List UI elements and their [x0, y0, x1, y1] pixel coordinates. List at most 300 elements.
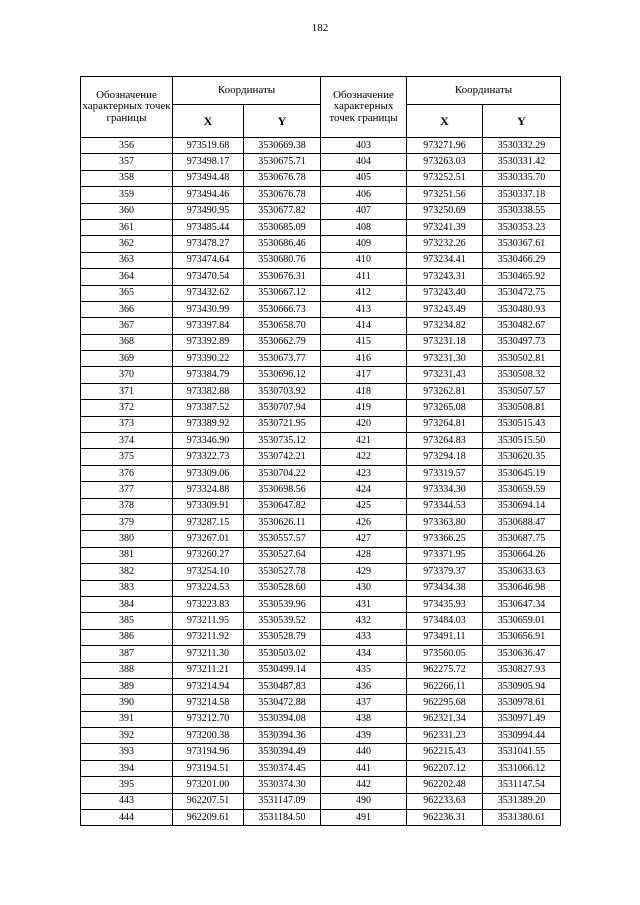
- point-id-cell: 369: [81, 351, 173, 367]
- x-cell: 973211.30: [173, 646, 244, 662]
- point-id-cell: 387: [81, 646, 173, 662]
- x-cell: 973212.70: [173, 711, 244, 727]
- y-cell: 3530508.81: [483, 400, 561, 416]
- y-cell: 3530353.23: [483, 219, 561, 235]
- point-id-cell: 406: [321, 187, 407, 203]
- y-cell: 3530659.01: [483, 613, 561, 629]
- y-cell: 3530482.67: [483, 318, 561, 334]
- y-cell: 3530696.12: [244, 367, 321, 383]
- y-cell: 3531147.54: [483, 777, 561, 793]
- x-cell: 962331.23: [407, 728, 483, 744]
- y-cell: 3530971.49: [483, 711, 561, 727]
- y-cell: 3530656.91: [483, 629, 561, 645]
- point-id-cell: 404: [321, 154, 407, 170]
- y-cell: 3530667.12: [244, 285, 321, 301]
- y-cell: 3530994.44: [483, 728, 561, 744]
- table-row: [81, 793, 561, 809]
- y-cell: 3530698.56: [244, 482, 321, 498]
- table-row: [81, 154, 561, 170]
- x-cell: 973223.83: [173, 596, 244, 612]
- page-number: 182: [311, 22, 329, 34]
- x-cell: 973324.88: [173, 482, 244, 498]
- y-cell: 3530620.35: [483, 449, 561, 465]
- point-id-cell: 425: [321, 498, 407, 514]
- y-cell: 3530502.81: [483, 351, 561, 367]
- y-cell: 3530721.95: [244, 416, 321, 432]
- x-cell: 973371.95: [407, 547, 483, 563]
- x-cell: 973434.38: [407, 580, 483, 596]
- point-id-cell: 412: [321, 285, 407, 301]
- y-cell: 3530664.26: [483, 547, 561, 563]
- x-cell: 973474.64: [173, 252, 244, 268]
- point-id-cell: 383: [81, 580, 173, 596]
- y-cell: 3530367.61: [483, 236, 561, 252]
- x-cell: 973251.56: [407, 187, 483, 203]
- table-row: [81, 170, 561, 186]
- y-cell: 3530687.75: [483, 531, 561, 547]
- point-id-cell: 442: [321, 777, 407, 793]
- point-id-cell: 444: [81, 810, 173, 826]
- x-cell: 973200.38: [173, 728, 244, 744]
- x-cell: 973498.17: [173, 154, 244, 170]
- y-cell: 3530374.30: [244, 777, 321, 793]
- point-id-cell: 436: [321, 678, 407, 694]
- x-cell: 973211.21: [173, 662, 244, 678]
- x-cell: 973432.62: [173, 285, 244, 301]
- y-cell: 3530645.19: [483, 465, 561, 481]
- x-cell: 973484.03: [407, 613, 483, 629]
- point-id-cell: 423: [321, 465, 407, 481]
- table-row: [81, 613, 561, 629]
- table-row: [81, 531, 561, 547]
- point-id-cell: 437: [321, 695, 407, 711]
- y-cell: 3530466.29: [483, 252, 561, 268]
- table-row: [81, 744, 561, 760]
- x-cell: 973231.43: [407, 367, 483, 383]
- x-cell: 973334.30: [407, 482, 483, 498]
- x-cell: 973309.91: [173, 498, 244, 514]
- x-cell: 973231.18: [407, 334, 483, 350]
- x-cell: 973322.73: [173, 449, 244, 465]
- x-cell: 973214.58: [173, 695, 244, 711]
- y-cell: 3530735.12: [244, 433, 321, 449]
- y-header-left: Y: [244, 105, 321, 138]
- table-row: [81, 138, 561, 154]
- table-row: [81, 580, 561, 596]
- x-cell: 973294.18: [407, 449, 483, 465]
- point-id-cell: 422: [321, 449, 407, 465]
- x-cell: 973379.37: [407, 564, 483, 580]
- point-id-cell: 367: [81, 318, 173, 334]
- x-cell: 973430.99: [173, 301, 244, 317]
- y-cell: 3530335.70: [483, 170, 561, 186]
- table-row: [81, 383, 561, 399]
- table-row: [81, 465, 561, 481]
- table-row: [81, 400, 561, 416]
- x-cell: 973382.88: [173, 383, 244, 399]
- table-row: [81, 760, 561, 776]
- x-cell: 973211.95: [173, 613, 244, 629]
- x-cell: 973287.15: [173, 514, 244, 530]
- y-cell: 3530626.11: [244, 514, 321, 530]
- coordinates-header-right: Координаты: [407, 77, 561, 105]
- y-cell: 3530658.70: [244, 318, 321, 334]
- point-id-cell: 388: [81, 662, 173, 678]
- point-id-cell: 408: [321, 219, 407, 235]
- x-cell: 973243.31: [407, 269, 483, 285]
- y-cell: 3530688.47: [483, 514, 561, 530]
- y-cell: 3530515.50: [483, 433, 561, 449]
- y-cell: 3530539.96: [244, 596, 321, 612]
- x-cell: 973260.27: [173, 547, 244, 563]
- point-id-cell: 418: [321, 383, 407, 399]
- table-row: [81, 252, 561, 268]
- x-cell: 973252.51: [407, 170, 483, 186]
- x-cell: 962266.11: [407, 678, 483, 694]
- point-id-cell: 375: [81, 449, 173, 465]
- y-cell: 3530978.61: [483, 695, 561, 711]
- x-cell: 973478.27: [173, 236, 244, 252]
- x-cell: 973194.51: [173, 760, 244, 776]
- y-cell: 3531041.55: [483, 744, 561, 760]
- x-header-left: X: [173, 105, 244, 138]
- y-cell: 3530557.57: [244, 531, 321, 547]
- y-cell: 3530528.79: [244, 629, 321, 645]
- y-cell: 3531184.50: [244, 810, 321, 826]
- x-cell: 973224.53: [173, 580, 244, 596]
- x-header-right: X: [407, 105, 483, 138]
- point-id-cell: 379: [81, 514, 173, 530]
- x-cell: 962207.51: [173, 793, 244, 809]
- point-id-cell: 416: [321, 351, 407, 367]
- x-cell: 973344.53: [407, 498, 483, 514]
- point-id-cell: 372: [81, 400, 173, 416]
- y-cell: 3530647.82: [244, 498, 321, 514]
- table-row: [81, 482, 561, 498]
- point-id-cell: 370: [81, 367, 173, 383]
- x-cell: 973435.93: [407, 596, 483, 612]
- x-cell: 973485.44: [173, 219, 244, 235]
- y-cell: 3530680.76: [244, 252, 321, 268]
- point-id-cell: 415: [321, 334, 407, 350]
- y-cell: 3530676.78: [244, 187, 321, 203]
- x-cell: 973194.96: [173, 744, 244, 760]
- table-row: [81, 646, 561, 662]
- x-cell: 973241.39: [407, 219, 483, 235]
- table-row: [81, 449, 561, 465]
- y-cell: 3530647.34: [483, 596, 561, 612]
- point-id-cell: 410: [321, 252, 407, 268]
- y-cell: 3530827.93: [483, 662, 561, 678]
- point-id-cell: 491: [321, 810, 407, 826]
- point-id-cell: 440: [321, 744, 407, 760]
- x-cell: 973231.30: [407, 351, 483, 367]
- y-cell: 3530480.93: [483, 301, 561, 317]
- y-cell: 3530673.77: [244, 351, 321, 367]
- x-cell: 973384.79: [173, 367, 244, 383]
- table-row: [81, 514, 561, 530]
- point-id-cell: 389: [81, 678, 173, 694]
- x-cell: 973389.92: [173, 416, 244, 432]
- x-cell: 973201.00: [173, 777, 244, 793]
- table-row: [81, 596, 561, 612]
- y-cell: 3530507.57: [483, 383, 561, 399]
- y-cell: 3530662.79: [244, 334, 321, 350]
- point-id-cell: 356: [81, 138, 173, 154]
- point-id-cell: 438: [321, 711, 407, 727]
- table-body: [81, 138, 561, 826]
- y-cell: 3530676.78: [244, 170, 321, 186]
- point-id-cell: 392: [81, 728, 173, 744]
- y-cell: 3531380.61: [483, 810, 561, 826]
- x-cell: 973560.05: [407, 646, 483, 662]
- point-id-cell: 364: [81, 269, 173, 285]
- point-id-cell: 424: [321, 482, 407, 498]
- point-id-cell: 371: [81, 383, 173, 399]
- table-row: [81, 547, 561, 563]
- table-row: [81, 416, 561, 432]
- y-cell: 3530472.75: [483, 285, 561, 301]
- point-id-cell: 428: [321, 547, 407, 563]
- y-cell: 3530499.14: [244, 662, 321, 678]
- point-id-cell: 376: [81, 465, 173, 481]
- x-cell: 973211.92: [173, 629, 244, 645]
- x-cell: 973263.03: [407, 154, 483, 170]
- y-cell: 3530707.94: [244, 400, 321, 416]
- point-id-cell: 357: [81, 154, 173, 170]
- x-cell: 973214.94: [173, 678, 244, 694]
- x-cell: 973470.54: [173, 269, 244, 285]
- point-id-cell: 395: [81, 777, 173, 793]
- x-cell: 973254.10: [173, 564, 244, 580]
- x-cell: 973363.80: [407, 514, 483, 530]
- table-row: [81, 236, 561, 252]
- x-cell: 973234.82: [407, 318, 483, 334]
- table-row: [81, 219, 561, 235]
- point-id-cell: 403: [321, 138, 407, 154]
- y-cell: 3530487.83: [244, 678, 321, 694]
- point-id-cell: 439: [321, 728, 407, 744]
- x-cell: 973234.41: [407, 252, 483, 268]
- x-cell: 962209.61: [173, 810, 244, 826]
- point-id-cell: 365: [81, 285, 173, 301]
- y-cell: 3530539.52: [244, 613, 321, 629]
- point-id-cell: 420: [321, 416, 407, 432]
- point-id-cell: 359: [81, 187, 173, 203]
- x-cell: 973387.52: [173, 400, 244, 416]
- y-cell: 3530694.14: [483, 498, 561, 514]
- point-id-cell: 391: [81, 711, 173, 727]
- point-id-cell: 390: [81, 695, 173, 711]
- x-cell: 973346.90: [173, 433, 244, 449]
- x-cell: 962295.68: [407, 695, 483, 711]
- x-cell: 973243.40: [407, 285, 483, 301]
- point-id-cell: 380: [81, 531, 173, 547]
- point-id-cell: 433: [321, 629, 407, 645]
- point-id-cell: 373: [81, 416, 173, 432]
- x-cell: 973271.96: [407, 138, 483, 154]
- table-row: [81, 728, 561, 744]
- x-cell: 973490.95: [173, 203, 244, 219]
- x-cell: 973264.83: [407, 433, 483, 449]
- designation-header-right: Обозначение характерных точек границы: [321, 77, 407, 138]
- y-cell: 3531066.12: [483, 760, 561, 776]
- point-id-cell: 431: [321, 596, 407, 612]
- table-row: [81, 351, 561, 367]
- y-cell: 3530337.18: [483, 187, 561, 203]
- point-id-cell: 434: [321, 646, 407, 662]
- y-cell: 3530704.22: [244, 465, 321, 481]
- y-cell: 3530515.43: [483, 416, 561, 432]
- table-row: [81, 777, 561, 793]
- point-id-cell: 414: [321, 318, 407, 334]
- point-id-cell: 382: [81, 564, 173, 580]
- coordinates-header-left: Координаты: [173, 77, 321, 105]
- point-id-cell: 419: [321, 400, 407, 416]
- point-id-cell: 393: [81, 744, 173, 760]
- y-cell: 3530508.32: [483, 367, 561, 383]
- y-cell: 3530669.38: [244, 138, 321, 154]
- x-cell: 973262.81: [407, 383, 483, 399]
- boundary-points-table: [80, 76, 561, 826]
- x-cell: 962202.48: [407, 777, 483, 793]
- table-row: [81, 285, 561, 301]
- point-id-cell: 443: [81, 793, 173, 809]
- table-row: [81, 187, 561, 203]
- y-cell: 3530497.73: [483, 334, 561, 350]
- point-id-cell: 394: [81, 760, 173, 776]
- y-cell: 3531147.09: [244, 793, 321, 809]
- y-cell: 3530332.29: [483, 138, 561, 154]
- table-row: [81, 695, 561, 711]
- point-id-cell: 427: [321, 531, 407, 547]
- point-id-cell: 384: [81, 596, 173, 612]
- x-cell: 962207.12: [407, 760, 483, 776]
- point-id-cell: 429: [321, 564, 407, 580]
- table-row: [81, 629, 561, 645]
- table-row: [81, 810, 561, 826]
- y-header-right: Y: [483, 105, 561, 138]
- table-row: [81, 269, 561, 285]
- point-id-cell: 358: [81, 170, 173, 186]
- point-id-cell: 363: [81, 252, 173, 268]
- point-id-cell: 366: [81, 301, 173, 317]
- x-cell: 973250.69: [407, 203, 483, 219]
- point-id-cell: 386: [81, 629, 173, 645]
- point-id-cell: 432: [321, 613, 407, 629]
- point-id-cell: 361: [81, 219, 173, 235]
- x-cell: 973264.81: [407, 416, 483, 432]
- y-cell: 3530527.78: [244, 564, 321, 580]
- y-cell: 3530394.36: [244, 728, 321, 744]
- point-id-cell: 441: [321, 760, 407, 776]
- y-cell: 3530659.59: [483, 482, 561, 498]
- point-id-cell: 426: [321, 514, 407, 530]
- y-cell: 3530528.60: [244, 580, 321, 596]
- x-cell: 973519.68: [173, 138, 244, 154]
- y-cell: 3530636.47: [483, 646, 561, 662]
- point-id-cell: 385: [81, 613, 173, 629]
- y-cell: 3530331.42: [483, 154, 561, 170]
- point-id-cell: 377: [81, 482, 173, 498]
- y-cell: 3530633.63: [483, 564, 561, 580]
- y-cell: 3530465.92: [483, 269, 561, 285]
- table-row: [81, 318, 561, 334]
- x-cell: 973494.48: [173, 170, 244, 186]
- designation-header-left: Обозначение характерных точек границы: [81, 77, 173, 138]
- y-cell: 3530503.02: [244, 646, 321, 662]
- y-cell: 3530742.21: [244, 449, 321, 465]
- x-cell: 973494.46: [173, 187, 244, 203]
- x-cell: 973491.11: [407, 629, 483, 645]
- y-cell: 3530646.98: [483, 580, 561, 596]
- y-cell: 3530675.71: [244, 154, 321, 170]
- x-cell: 973265.08: [407, 400, 483, 416]
- table-row: [81, 678, 561, 694]
- point-id-cell: 362: [81, 236, 173, 252]
- y-cell: 3530676.31: [244, 269, 321, 285]
- y-cell: 3531389.20: [483, 793, 561, 809]
- x-cell: 973319.57: [407, 465, 483, 481]
- point-id-cell: 409: [321, 236, 407, 252]
- table-row: [81, 301, 561, 317]
- point-id-cell: 411: [321, 269, 407, 285]
- point-id-cell: 421: [321, 433, 407, 449]
- table-row: [81, 498, 561, 514]
- point-id-cell: 407: [321, 203, 407, 219]
- y-cell: 3530527.64: [244, 547, 321, 563]
- table-row: [81, 367, 561, 383]
- point-id-cell: 490: [321, 793, 407, 809]
- point-id-cell: 381: [81, 547, 173, 563]
- y-cell: 3530338.55: [483, 203, 561, 219]
- y-cell: 3530666.73: [244, 301, 321, 317]
- y-cell: 3530703.92: [244, 383, 321, 399]
- x-cell: 962275.72: [407, 662, 483, 678]
- y-cell: 3530685.09: [244, 219, 321, 235]
- y-cell: 3530905.94: [483, 678, 561, 694]
- table-row: [81, 662, 561, 678]
- y-cell: 3530394.49: [244, 744, 321, 760]
- x-cell: 973267.01: [173, 531, 244, 547]
- table-row: [81, 334, 561, 350]
- y-cell: 3530374.45: [244, 760, 321, 776]
- point-id-cell: 430: [321, 580, 407, 596]
- point-id-cell: 417: [321, 367, 407, 383]
- x-cell: 973390.22: [173, 351, 244, 367]
- x-cell: 973366.25: [407, 531, 483, 547]
- point-id-cell: 368: [81, 334, 173, 350]
- x-cell: 962215.43: [407, 744, 483, 760]
- point-id-cell: 378: [81, 498, 173, 514]
- x-cell: 973243.49: [407, 301, 483, 317]
- point-id-cell: 405: [321, 170, 407, 186]
- table-row: [81, 711, 561, 727]
- table-row: [81, 564, 561, 580]
- y-cell: 3530472.88: [244, 695, 321, 711]
- y-cell: 3530394.08: [244, 711, 321, 727]
- x-cell: 962233.63: [407, 793, 483, 809]
- x-cell: 973392.89: [173, 334, 244, 350]
- y-cell: 3530677.82: [244, 203, 321, 219]
- x-cell: 962321.34: [407, 711, 483, 727]
- table-row: [81, 203, 561, 219]
- point-id-cell: 374: [81, 433, 173, 449]
- point-id-cell: 360: [81, 203, 173, 219]
- point-id-cell: 413: [321, 301, 407, 317]
- x-cell: 973309.06: [173, 465, 244, 481]
- table-row: [81, 433, 561, 449]
